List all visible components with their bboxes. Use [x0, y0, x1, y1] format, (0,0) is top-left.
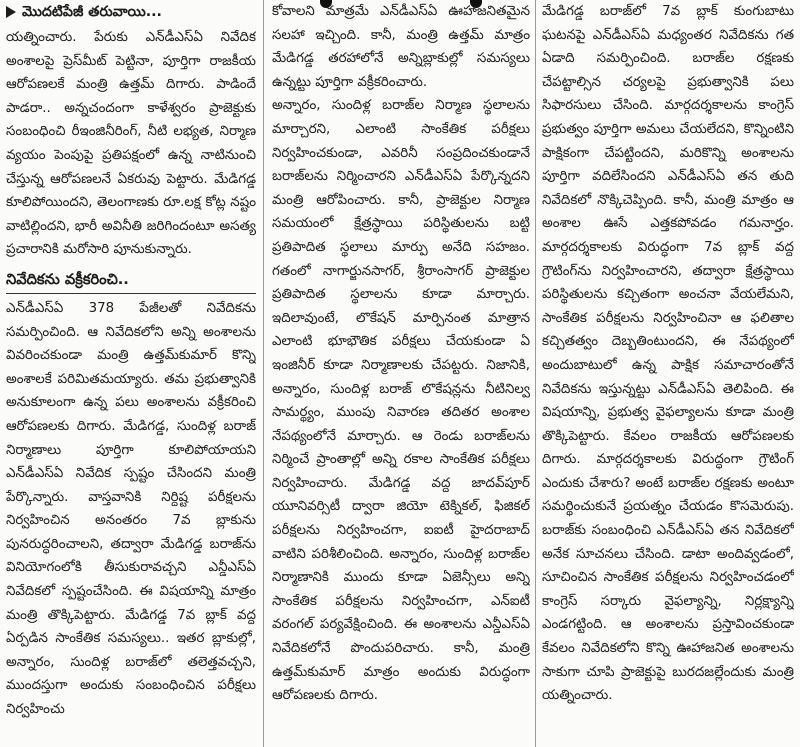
- subheading: నివేదికను వక్రీకరించి..: [6, 268, 256, 294]
- column-3: [542, 0, 794, 747]
- paragraph: అన్నారం, సుందిళ్ల బరాజ్‌ల నిర్మాణ స్థలాలను మార్చారని, ఎలాంటి సాంకేతిక పరీక్షలు నిర్వహించకుండా, ఎవరినీ సంప్రదించకుండానే బరాజ్‌లను నిర్మించారని ఎన్‌డీఎస్‌ఏ పేర్కొన్నదని మంత్రి ఆరోపించారు. కానీ, ప్రాజెక్టుల నిర్మాణ సమయంలో క్షేత్రస్థాయి పరిస్థితులను బట్టి ప్రతిపాదిత స్థలాలు మార్పు అనేది సహజం. గతంలో నాగార్జునసాగర్, శ్రీరాంసాగర్ ప్రాజెక్టుల ప్రతిపాదిత స్థలాలను కూడా మార్చారు. ఇదిలావుంటే, లొకేషన్ మార్పినంత మాత్రాన ఎలాంటి భూభౌతిక పరీక్షలు చేయకుండా ఏ ఇంజినీర్ కూడా నిర్మాణాలకు చేపట్టరు. నిజానికి, అన్నారం, సుందిళ్ల బరాజ్ లొకేషన్లను నీటినిల్వ సామర్థ్యం, ముంపు నివారణ తదితర అంశాల నేపథ్యంలోనే మార్చారు. ఆ రెండు బరాజ్‌లను నిర్మించే ప్రాంతాల్లో అన్ని రకాల సాంకేతిక పరీక్షలు నిర్వహించారు. మేడిగడ్డ వద్ద జాదవ్‌పూర్ యూనివర్సిటీ ద్వారా జియో టెక్నికల్, ఫిజికల్ పరీక్షలను నిర్వహించగా, ఐఐటీ హైదరాబాద్ వాటిని పరిశీలించింది. అన్నారం, సుందిళ్ల బరాజ్‌ల నిర్మాణానికి ముందు కూడా ఏజెన్సీలు అన్ని సాంకేతిక పరీక్షలను నిర్వహించగా, ఎన్‌ఐటీ వరంగల్ పర్యవేక్షించింది. ఈ అంశాలను ఎన్డీఎస్‌ఏ నివేదికలోనే పొందుపరిచారు. కానీ, మంత్రి ఉత్తమ్‌కుమార్ మాత్రం అందుకు విరుద్ధంగా ఆరోపణలకు దిగారు.: [272, 98, 530, 704]
- column-divider: [535, 0, 536, 747]
- paragraph: యత్నించారు. పేరుకు ఎన్‌డీఎస్‌ఏ నివేదిక అంశాలపై ప్రెస్‌మీట్ పెట్టినా, పూర్తిగా రాజకీయ ఆరోపణలకే మంత్రి ఉత్తమ్ దిగారు. పాడిందే పాడరా.. అన్నచందంగా కాళేశ్వరం ప్రాజెక్టుకు సంబంధించి రీఇంజినీరింగ్, నీటి లభ్యత, నిర్మాణ వ్యయం పెంపుపై ప్రతిపక్షంలో ఉన్న నాటినుంచి చేస్తున్న ఆరోపణలనే ఏకరువు పెట్టారు. మేడిగడ్డ కూలిపోయిందని, తెలంగాణకు రూ.లక్ష కోట్ల నష్టం వాటిల్లిందని, భారీ అవినీతి జరిగిందంటూ అసత్య ప్రచారానికి మరోసారి పూనుకున్నారు.: [6, 30, 256, 258]
- paragraph: మేడిగడ్డ బరాజ్‌లో 7వ బ్లాక్ కుంగుబాటు ఘటనపై ఎన్‌డీఎస్‌ఏ మధ్యంతర నివేదికను గత ఏడాది సమర్పించింది. బరాజ్‌ల రక్షణకు చేపట్టాల్సిన చర్యలపై ప్రభుత్వానికి పలు సిఫారసులు చేసింది. మార్గదర్శకాలను కాంగ్రెస్ ప్రభుత్వం పూర్తిగా అమలు చేయలేదని, కొన్నింటిని పాక్షికంగా చేపట్టిందని, మరికొన్ని అంశాలను పూర్తిగా వదిలేసిందని ఎన్‌డీఎస్‌ఏ తన తుది నివేదికలో నొక్కిచెప్పింది. కానీ, మంత్రి మాత్రం ఆ అంశాల ఊసే ఎత్తకపోవడం గమనార్హం. మార్గదర్శకాలకు విరుద్ధంగా 7వ బ్లాక్ వద్ద గ్రౌటింగ్‌ను నిర్వహించారని, తద్వారా క్షేత్రస్థాయి పరిస్థితులను కచ్చితంగా అంచనా వేయలేమని, సాంకేతిక పరీక్షలను నిర్వహించినా ఆ ఫలితాల కచ్చితత్వం దెబ్బతింటుందని, ఈ నేపథ్యంలో అందుబాటులో ఉన్న పాక్షిక సమాచారంతోనే నివేదికను ఇస్తున్నట్టు ఎన్‌డీఎస్‌ఏ తెలిపింది. ఈ విషయాన్ని, ప్రభుత్వ వైఫల్యాలను కూడా మంత్రి తొక్కిపెట్టారు. కేవలం రాజకీయ ఆరోపణలకు దిగారు. మార్గదర్శకాలకు విరుద్ధంగా గ్రౌటింగ్ ఎందుకు చేశారు? అంటే బరాజ్‌ల రక్షణకు అంటూ సమర్థించుకునే ప్రయత్నం చేయడం కొసమెరుపు. బరాజ్‌కు సంబంధించి ఎన్‌డీఎస్‌ఏ తన నివేదికలో అనేక సూచనలు చేసింది. డాటా అందివ్వడంలో, సూచించిన సాంకేతిక పరీక్షలను నిర్వహించడంలో కాంగ్రెస్ సర్కారు వైఫల్యాన్ని, నిర్లక్ష్యాన్ని ఎండగట్టింది. ఆ అంశాలను ప్రస్తావించకుండా కేవలం నివేదికలోని కొన్ని ఊహాజనిత అంశాలను సాకుగా చూపి ప్రాజెక్టుపై బురదజల్లేందుకు మంత్రి యత్నించారు.: [542, 4, 794, 704]
- continued-heading: [6, 0, 256, 24]
- column-2: [272, 0, 530, 747]
- paragraph: ఎన్‌డీఎస్‌ఏ 378 పేజీలతో నివేదికను సమర్పించింది. ఆ నివేదికలోని అన్ని అంశాలను వివరించకుండా మంత్రి ఉత్తమ్‌కుమార్ కొన్ని అంశాలకే పరిమితమయ్యారు. తమ ప్రభుత్వానికి అనుకూలంగా ఉన్న పలు అంశాలను వక్రీకరించి ఆరోపణలకు దిగారు. మేడిగడ్డ, సుందిళ్ల బరాజ్ నిర్మాణాలు పూర్తిగా కూలిపోయాయని ఎన్‌డీఎస్‌ఏ నివేదిక స్పష్టం చేసిందని మంత్రి పేర్కొన్నారు. వాస్తవానికి నిర్దిష్ట పరీక్షలను నిర్వహించిన అనంతరం 7వ బ్లాకును పునరుద్ధరించాలని, తద్వారా మేడిగడ్డ బరాజ్‌ను వినియోగంలోకి తీసుకురావచ్చని ఎన్డీఎస్‌ఏ నివేదికలో స్పష్టంచేసింది. ఈ విషయాన్ని మాత్రం మంత్రి తొక్కిపెట్టారు. మేడిగడ్డ 7వ బ్లాక్ వద్ద ఏర్పడిన సాంకేతిక సమస్యలు.. ఇతర బ్లాకుల్లో, అన్నారం, సుందిళ్ల బరాజ్‌లో తలెత్తవచ్చని, ముందస్తుగా అందుకు సంబంధించిన పరీక్షలు నిర్వహించు: [6, 300, 256, 718]
- column-1: [6, 0, 256, 747]
- arrow-icon: [6, 6, 16, 18]
- column-divider: [263, 0, 264, 747]
- paragraph: కోవాలని మాత్రమే ఎన్‌డీఎస్‌ఏ ఊహాజనితమైన సలహా ఇచ్చింది. కానీ, మంత్రి ఉత్తమ్ మాత్రం మేడిగడ్డ తరహాలోనే అన్నిబ్లాకుల్లో సమస్యలు ఉన్నట్టు పూర్తిగా వక్రీకరించారు.: [272, 4, 530, 90]
- continued-heading-text: మొదటిపేజీ తరువాయి...: [22, 4, 162, 20]
